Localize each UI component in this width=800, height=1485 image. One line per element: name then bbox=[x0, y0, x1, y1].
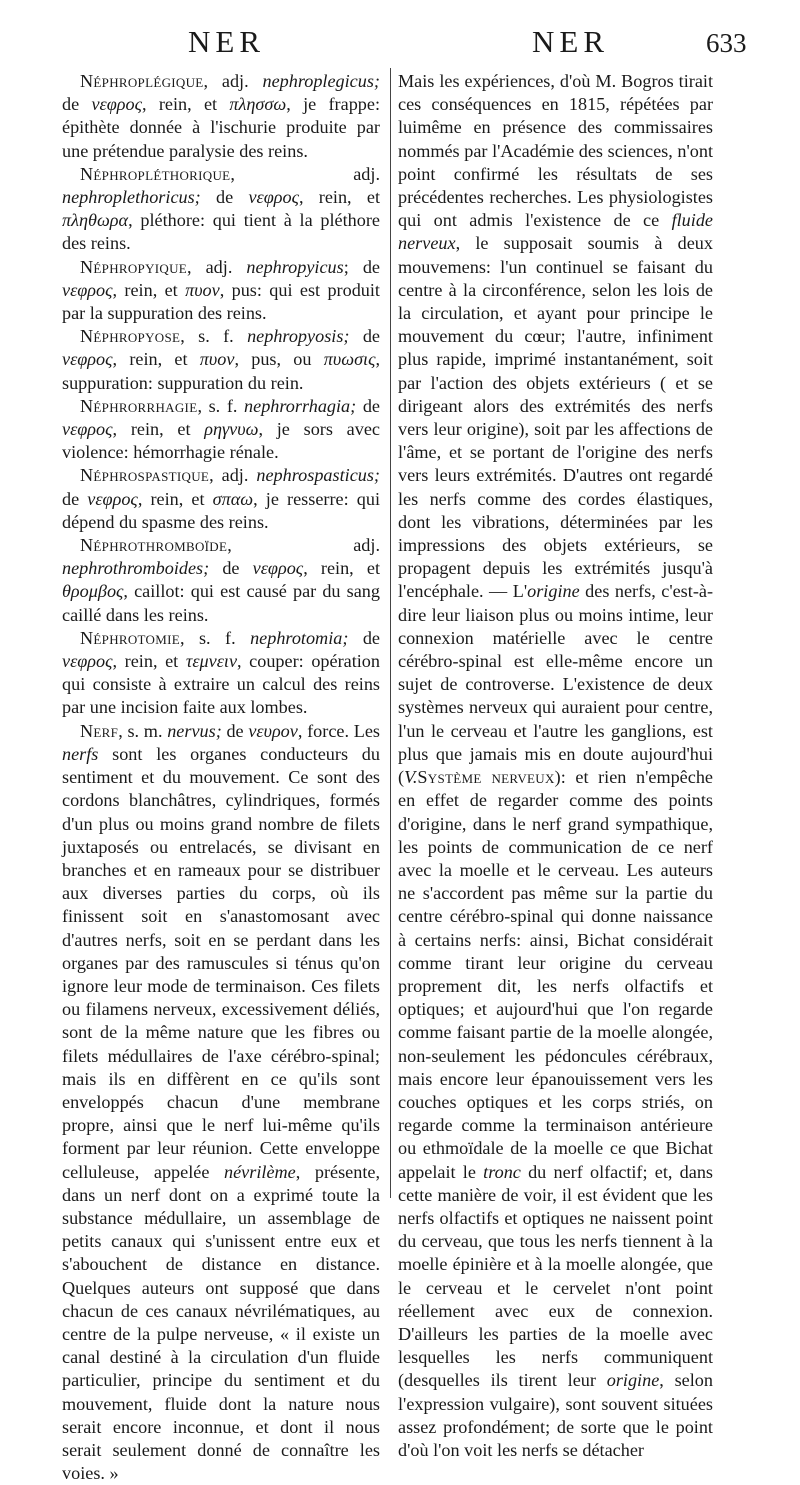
latin-term: nervus; bbox=[167, 720, 222, 741]
latin-term: nephropyicus bbox=[246, 256, 344, 277]
body-text: du nerf olfactif; et, dans cette manière de voir, il est évident que les nerfs olfactifs et optiques ne naissent point du cerveau, que tous les nerfs tiennent à la moelle épinière et à la moelle alongée, que le cerveau et le cervelet n'ont point réellement avec eux de connexion. D'ailleurs les parties de la moelle avec lesquelles les nerfs communiquent (desquelles ils tirent leur bbox=[398, 1161, 713, 1391]
entry-nephrospastique bbox=[62, 464, 380, 534]
entry-text: , s. m. bbox=[118, 720, 168, 741]
nerf-continuation bbox=[398, 70, 713, 1462]
headword: Néphropléthorique bbox=[80, 163, 231, 184]
entry-text: , rein, et bbox=[137, 488, 213, 509]
entry-text: , pus: qui est produit par la suppuration des reins. bbox=[62, 279, 380, 324]
entry-text: , force. Les bbox=[297, 720, 380, 741]
running-head-left-word: NER bbox=[188, 24, 265, 59]
entry-text: , adj. bbox=[230, 163, 380, 184]
entry-text: , s. f. bbox=[197, 395, 245, 416]
headword: Néphropyique bbox=[80, 256, 188, 277]
italic-term: origine bbox=[606, 1370, 660, 1391]
running-head bbox=[0, 18, 800, 62]
greek-term: θρομβος bbox=[62, 581, 124, 602]
greek-term: πληθωρα bbox=[62, 210, 129, 231]
entry-text: , rein, et bbox=[303, 558, 381, 579]
greek-term: νεφρος bbox=[252, 558, 304, 579]
greek-term: πυωσις bbox=[323, 349, 376, 370]
italic-term: origine bbox=[527, 581, 580, 602]
headword: Néphroplégique bbox=[80, 71, 204, 91]
entry-nephrorrhagie bbox=[62, 395, 380, 465]
greek-term: νεφρος bbox=[248, 187, 299, 208]
entry-text: de bbox=[209, 558, 253, 579]
greek-term: σπαω bbox=[212, 488, 254, 509]
entry-text: , pléthore: qui tient à la pléthore des reins. bbox=[62, 210, 380, 254]
headword: Néphropyose bbox=[80, 326, 181, 347]
greek-term: τεμνειν bbox=[185, 651, 238, 672]
entry-text: , caillot: qui est causé par du sang caillé dans les reins. bbox=[62, 581, 380, 625]
entry-nephrothromboide bbox=[62, 534, 380, 627]
entry-text: , adj. bbox=[187, 256, 247, 277]
entry-text: , s. f. bbox=[179, 627, 251, 648]
entry-text: , je sors avec violence: hémorrhagie rénale. bbox=[62, 419, 380, 463]
entry-text: , rein, et bbox=[112, 349, 200, 370]
entry-nephropyique bbox=[62, 256, 380, 326]
entry-text: , rein, et bbox=[112, 279, 186, 300]
entry-text: de bbox=[348, 627, 381, 648]
italic-term: fluide nerveux bbox=[398, 210, 713, 254]
entry-text: , suppuration: suppuration du rein. bbox=[62, 349, 381, 393]
cross-reference: Système nerveux bbox=[417, 767, 555, 788]
headword: Néphrothromboïde bbox=[80, 535, 228, 556]
latin-term: nephropyosis; bbox=[247, 326, 350, 347]
entry-text: de bbox=[62, 488, 88, 509]
entry-text: sont les organes conducteurs du sentiment et du mouvement. Ce sont des cordons blanchâtres, cylindriques, formés d'un plus ou moins grand nombre de filets juxtaposés ou entrelacés, se divisant en branches et en rameaux pour se distribuer aux diverses parties du corps, où ils finissent soit en s'anastomosant avec d'autres nerfs, soit en se perdant dans les organes par des ramuscules si ténus qu'on ignore leur mode de terminaison. Ces filets ou filamens nerveux, excessivement déliés, sont de la même nature que les fibres ou filets médullaires de l'axe cérébro-spinal; mais ils en diffèrent en ce qu'ils sont enveloppés chacun d'une membrane propre, ainsi que le nerf lui-même qu'ils forment par leur réunion. Cette enveloppe celluleuse, appelée bbox=[62, 743, 380, 1182]
column-divider bbox=[390, 68, 391, 1198]
entry-text: , pus, ou bbox=[234, 349, 324, 370]
italic-term: V. bbox=[404, 767, 418, 788]
entry-nephrotomie bbox=[62, 627, 380, 720]
entry-text: , rein, et bbox=[142, 94, 230, 115]
entry-text: , couper: opération qui consiste à extraire un calcul des reins par une incision faite aux lombes. bbox=[62, 651, 380, 718]
greek-term: πυον bbox=[185, 279, 220, 300]
entry-nephroplegique bbox=[62, 70, 380, 163]
entry-text: de bbox=[349, 326, 380, 347]
latin-term: nephrothromboides; bbox=[62, 558, 210, 579]
page-number: 633 bbox=[706, 28, 747, 58]
greek-term: νεφρος bbox=[91, 94, 142, 115]
entry-text: , s. f. bbox=[180, 326, 248, 347]
entry-text: , adj. bbox=[203, 71, 263, 91]
latin-term: nephrospasticus; bbox=[256, 465, 380, 486]
headword: Néphrotomie bbox=[80, 627, 180, 648]
entry-text: , je frappe: épithète donnée à l'ischurie produite par une prétendue paralysie des reins. bbox=[62, 94, 381, 161]
headword: Néphrorrhagie bbox=[80, 395, 198, 416]
greek-term: νεφρος bbox=[62, 419, 113, 440]
entry-text: , rein, et bbox=[298, 187, 380, 208]
entry-nephroplethorique bbox=[62, 163, 380, 256]
entry-text: , présente, dans un nerf dont on a exprimé toute la substance médullaire, un assemblage de petits canaux qui s'unissent entre eux et s'abouchent de distance en distance. Quelques auteurs ont supposé que dans chacun de ces canaux névrilématiques, au centre de la pulpe nerveuse, « il existe un canal destiné à la circulation d'un fluide particulier, principe du sentiment et du mouvement, fluide dont la nature nous serait encore inconnue, et dont il nous serait seulement donné de connaître les voies. » bbox=[62, 1161, 381, 1484]
entry-nephropyose bbox=[62, 325, 380, 395]
greek-term: ρηγνυω bbox=[204, 419, 259, 440]
running-head-center-word: NER bbox=[532, 24, 609, 59]
entry-text: de bbox=[62, 94, 92, 115]
right-column bbox=[398, 70, 713, 1462]
greek-term: νεφρος bbox=[62, 279, 113, 300]
entry-text: , adj. bbox=[227, 535, 380, 556]
entry-nerf bbox=[62, 720, 380, 1485]
greek-term: νεφρος bbox=[62, 651, 113, 672]
greek-term: νεφρος bbox=[87, 488, 138, 509]
greek-term: πυον bbox=[199, 349, 235, 370]
entry-text: , rein, et bbox=[112, 651, 186, 672]
latin-term: nephroplethoricus; bbox=[62, 187, 201, 208]
body-text: des nerfs, c'est-à-dire leur liaison plus ou moins intime, leur connexion matérielle avec le centre cérébro-spinal est elle-même encore un sujet de controverse. L'existence de deux systèmes nerveux qui auraient pour centre, l'un le cerveau et l'autre les ganglions, est plus que jamais mis en doute aujourd'hui ( bbox=[398, 581, 714, 788]
italic-term: nerfs bbox=[62, 743, 99, 764]
latin-term: nephrorrhagia; bbox=[244, 395, 357, 416]
entry-text: , je resserre: qui dépend du spasme des reins. bbox=[62, 488, 380, 532]
entry-text: de bbox=[221, 720, 249, 741]
latin-term: nephroplegicus; bbox=[262, 71, 380, 91]
entry-text: de bbox=[356, 395, 380, 416]
headword: Nerf bbox=[80, 720, 119, 741]
latin-term: nephrotomia; bbox=[250, 627, 349, 648]
entry-text: de bbox=[200, 187, 249, 208]
headword: Néphrospastique bbox=[80, 465, 210, 486]
greek-term: πλησσω bbox=[229, 94, 287, 115]
italic-term: névrilème bbox=[224, 1161, 296, 1182]
left-column bbox=[62, 70, 380, 1485]
body-text: , selon l'expression vulgaire), sont souvent situées assez profondément; de sorte que le point d'où l'on voit les nerfs se détacher bbox=[398, 1370, 713, 1460]
italic-term: tronc bbox=[483, 1161, 521, 1182]
body-text: , le supposait soumis à deux mouvemens: l'un continuel se faisant du centre à la circonférence, selon les lois de la circulation, et ayant pour principe le mouvement du cœur; l'autre, infiniment plus rapide, imprimé instantanément, soit par l'action des objets extérieurs ( et se dirigeant alors des extrémités des nerfs vers leur origine), soit par les affections de l'âme, et se portant de l'origine des nerfs vers leurs extrémités. D'autres ont regardé les nerfs comme des cordes élastiques, dont les vibrations, déterminées par les impressions des objets extérieurs, se propagent depuis les extrémités jusqu'à l'encéphale. — L' bbox=[398, 233, 713, 602]
greek-term: νευρον bbox=[248, 720, 298, 741]
entry-text: ; de bbox=[343, 256, 380, 277]
body-text: Mais les expériences, d'où M. Bogros tirait ces conséquences en 1815, répétées par luimême en présence des commissaires nommés par l'Académie des sciences, n'ont point confirmé les résultats de ses précédentes recherches. Les physiologistes qui ont admis l'existence de ce bbox=[398, 71, 713, 231]
entry-text: , adj. bbox=[209, 465, 257, 486]
body-text: ): et rien n'empêche en effet de regarder comme des points d'origine, dans le nerf grand sympathique, les points de communication de ce nerf avec la moelle et le cerveau. Les auteurs ne s'accordent pas même sur la partie du centre cérébro-spinal qui donne naissance à certains nerfs: ainsi, Bichat considérait comme tirant leur origine du cerveau proprement dit, les nerfs olfactifs et optiques; et aujourd'hui que l'on regarde comme faisant partie de la moelle alongée, non-seulement les pédoncules cérébraux, mais encore leur épanouissement vers les couches optiques et les corps striés, on regarde comme la terminaison antérieure ou ethmoïdale de la moelle ce que Bichat appelait le bbox=[398, 767, 713, 1182]
entry-text: , rein, et bbox=[112, 419, 205, 440]
greek-term: νεφρος bbox=[62, 349, 113, 370]
